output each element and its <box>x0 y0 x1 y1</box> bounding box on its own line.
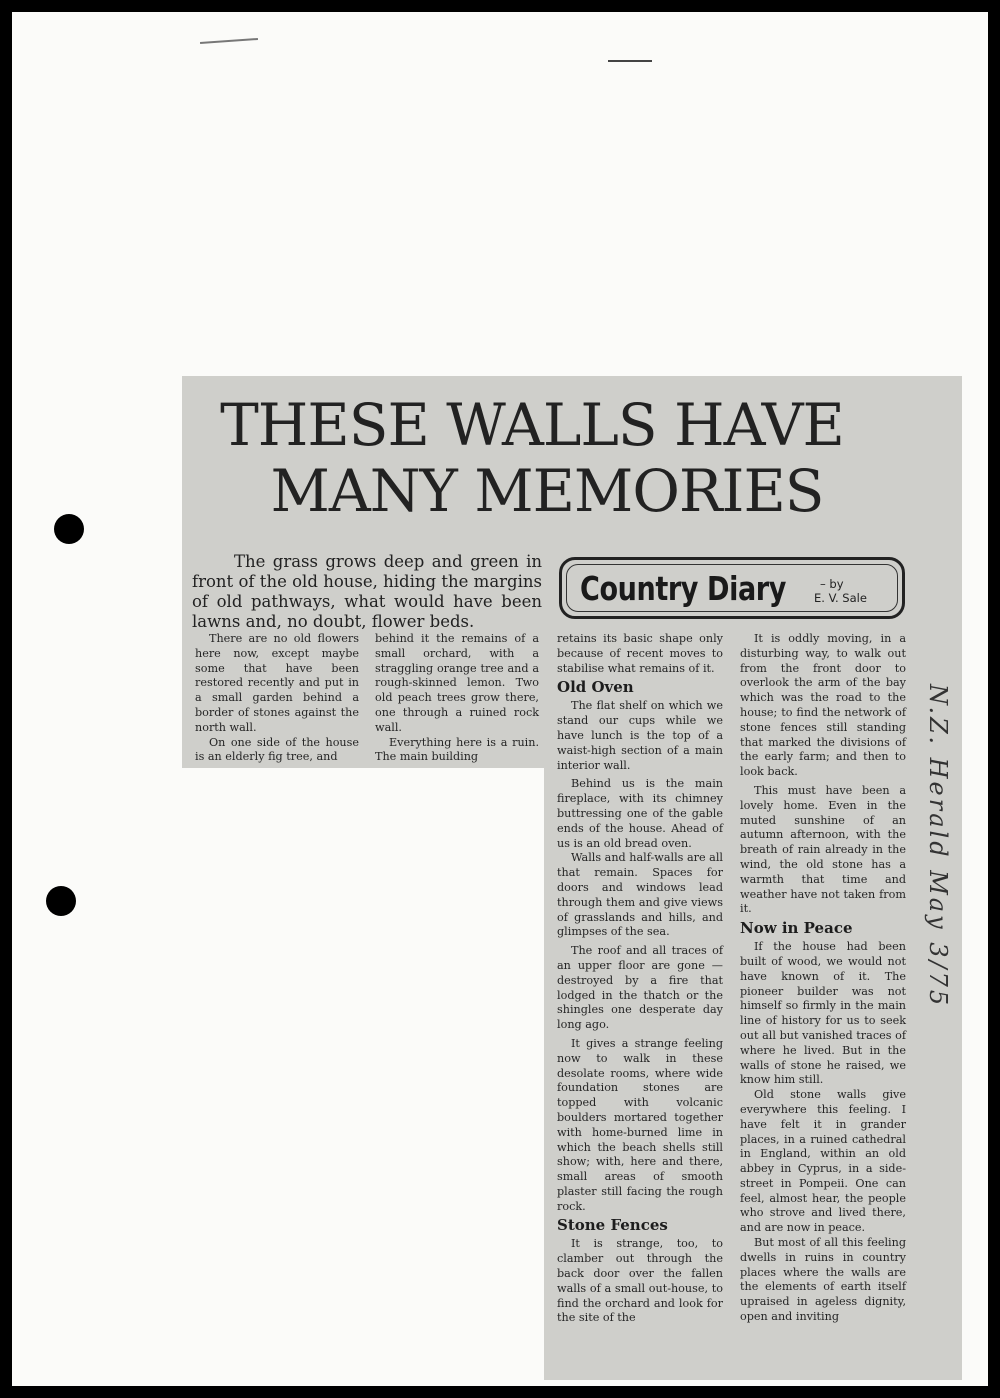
paragraph: On one side of the house is an elderly fig tree, and <box>195 735 359 764</box>
paragraph: It is oddly moving, in a disturbing way, to walk out from the front door to overlook the arm of the bay which was the road to the house; to find the network of stone fences still standing that marked the divisions of the early farm; and then to look back. <box>740 632 906 779</box>
paragraph: But most of all this feeling dwells in ruins in country places where the walls are the elements of earth itself upraised in ageless dignity, open and inviting <box>740 1236 906 1324</box>
pencil-mark <box>608 60 652 62</box>
subheading-stone-fences: Stone Fences <box>557 1216 668 1235</box>
paragraph: Walls and half-walls are all that remain. Spaces for doors and windows lead through them and give views of grasslands and hills, and glimpses of the sea. <box>557 851 723 939</box>
paragraph: If the house had been built of wood, we would not have known of it. The pioneer builder was not himself so firmly in the main line of history for us to seek out all but vanished traces of where he lived. But in the walls of stone he raised, we know him still. <box>740 940 906 1087</box>
paragraph: behind it the remains of a small orchard, with a straggling orange tree and a rough-skinned lemon. Two old peach trees grow there, one through a ruined rock wall. <box>375 632 539 734</box>
paragraph: The roof and all traces of an upper floor are gone — destroyed by a fire that lodged in the thatch or the shingles one desperate day long ago. <box>557 944 723 1032</box>
article-column-1 <box>195 632 359 765</box>
country-diary-box <box>559 557 905 619</box>
headline-line-1: THESE WALLS HAVE <box>220 391 844 459</box>
pencil-mark <box>200 38 258 44</box>
article-column-3 <box>557 632 723 1326</box>
handwritten-source-note: N.Z. Herald May 3/75 <box>924 684 952 1009</box>
article-column-2 <box>375 632 539 765</box>
paragraph: It gives a strange feeling now to walk in these desolate rooms, where wide foundation stones are topped with volcanic boulders mortared together with home-burned lime in which the beach shells still show; with, here and there, small areas of smooth plaster still facing the rough rock. <box>557 1036 723 1213</box>
paragraph: Old stone walls give everywhere this feeling. I have felt it in grander places, in a ruined cathedral in England, within an old abbey in Cyprus, in a side-street in Pompeii. One can feel, almost hear, the people who strove and lived there, and are now in peace. <box>740 1088 906 1235</box>
punch-hole <box>46 886 76 916</box>
subheading-now-in-peace: Now in Peace <box>740 919 853 938</box>
standfirst: The grass grows deep and green in front of the old house, hiding the margins of old pathways, what would have been lawns and, no doubt, flower beds. <box>192 552 542 631</box>
paragraph: retains its basic shape only because of recent moves to stabilise what remains of it. <box>557 632 723 675</box>
article-column-4 <box>740 632 906 1325</box>
paragraph: This must have been a lovely home. Even in the muted sunshine of an autumn afternoon, with the breath of rain already in the wind, the old stone has a warmth that time and weather have not taken from it. <box>740 783 906 916</box>
paragraph: Behind us is the main fireplace, with its chimney buttressing one of the gable ends of the house. Ahead of us is an old bread oven. <box>557 777 723 850</box>
paragraph: Everything here is a ruin. The main building <box>375 735 539 764</box>
scanned-page <box>12 12 988 1386</box>
paragraph: It is strange, too, to clamber out through the back door over the fallen walls of a small out-house, to find the orchard and look for the site of the <box>557 1237 723 1325</box>
byline-prefix: – by <box>820 577 844 591</box>
headline-line-2: MANY MEMORIES <box>270 457 824 525</box>
paragraph: There are no old flowers here now, except maybe some that have been restored recently and put in a small garden behind a border of stones against the north wall. <box>195 632 359 734</box>
column-title: Country Diary <box>580 569 786 608</box>
byline-author: E. V. Sale <box>814 591 867 605</box>
punch-hole <box>54 514 84 544</box>
subheading-old-oven: Old Oven <box>557 678 634 697</box>
headline <box>182 392 882 524</box>
paragraph: The flat shelf on which we stand our cups while we have lunch is the top of a waist-high section of a main interior wall. <box>557 699 723 772</box>
